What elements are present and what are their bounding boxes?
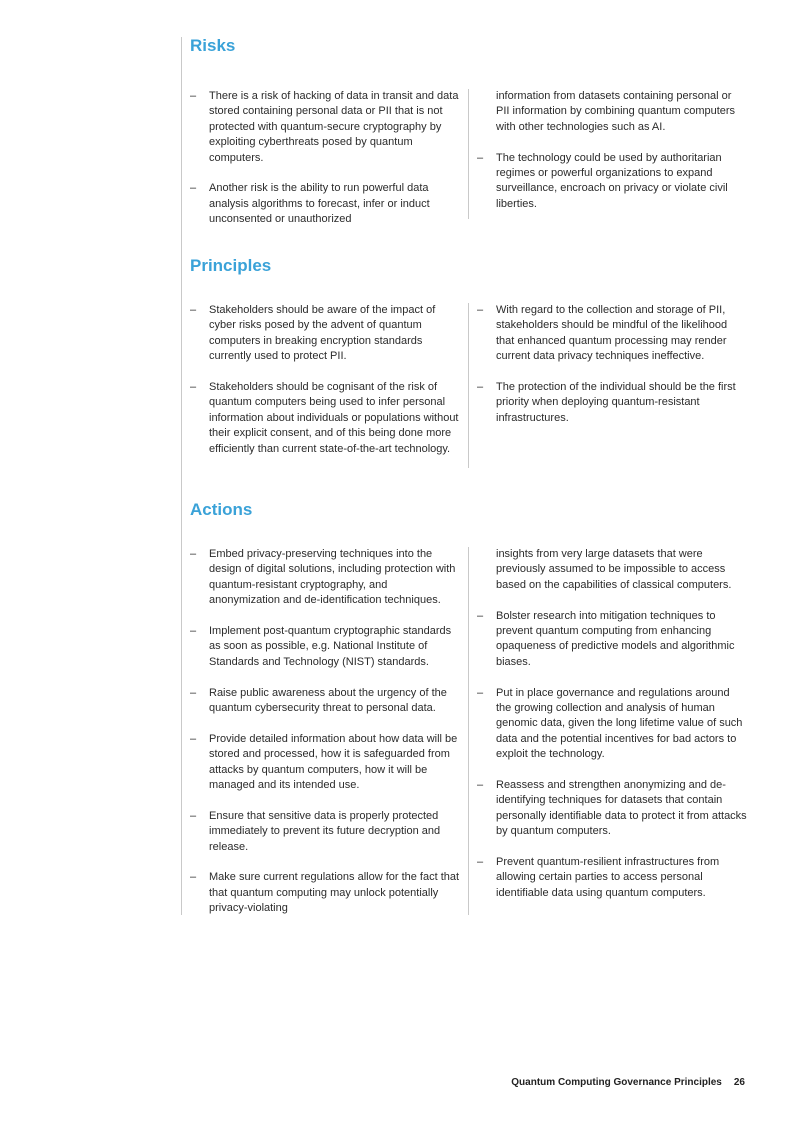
principles-section [190,256,750,455]
risks-left-column [190,89,460,243]
list-item: – Provide detailed information about how data will be stored and processed, how it is safeguarded from attacks by quantum computers, how it will be managed and its intended use. [190,732,458,792]
list-item: – Raise public awareness about the urgency of the quantum cybersecurity threat to personal data. [190,686,447,715]
list-item: – Ensure that sensitive data is properly protected immediately to prevent its future decryption and release. [190,809,441,853]
risks-section [190,36,750,226]
list-item-continuation: insights from very large datasets that were previously assumed to be impossible to access based on the capabilities of classical computers. [496,548,732,591]
risks-right-column [477,89,747,228]
page-footer [511,1077,745,1088]
principles-heading: Principles [190,256,272,275]
list-item: – With regard to the collection and storage of PII, stakeholders should be mindful of the likelihood that enhanced quantum processing may render current data privacy techniques ineffective. [477,304,728,363]
list-item: – The technology could be used by authoritarian regimes or powerful organizations to expand surveillance, encroach on privacy or violate civil liberties. [477,151,728,210]
column-divider [468,303,469,468]
list-item: – Embed privacy-preserving techniques into the design of digital solutions, including protection with quantum-resistant cryptography, and anonymization and de-identification techniques. [190,548,456,607]
list-item: – Another risk is the ability to run powerful data analysis algorithms to forecast, infer or induct unconsented or unauthorized [190,182,430,226]
risks-heading: Risks [190,36,236,55]
list-item: – Implement post-quantum cryptographic standards as soon as possible, e.g. National Institute of Standards and Technology (NIST) standards. [190,625,452,668]
list-item: – Reassess and strengthen anonymizing and de-identifying techniques for datasets that contain personally identifiable data to protect it from attacks by quantum computers. [477,779,747,838]
column-divider [468,89,469,219]
footer-title: Quantum Computing Governance Principles [511,1077,722,1088]
list-item-continuation: information from datasets containing personal or PII information by combining quantum computers with other technologies such as AI. [496,90,736,133]
actions-right-column [477,547,747,917]
list-item: – Bolster research into mitigation techniques to prevent quantum computing from enhancing opaqueness of predictive models and algorithmic biases. [477,609,735,668]
left-margin-rule [181,37,182,915]
actions-heading: Actions [190,500,253,519]
page-number: 26 [733,1077,745,1088]
principles-right-column [477,303,747,442]
list-item: – The protection of the individual should be the first priority when deploying quantum-resistant infrastructures. [477,381,736,424]
column-divider [468,547,469,915]
principles-left-column [190,303,460,472]
list-item: – Put in place governance and regulations around the growing collection and analysis of human genomic data, given the long lifetime value of such data and the potential incentives for bad actors to exploit the technology. [477,686,743,761]
list-item: – Make sure current regulations allow for the fact that that quantum computing may unlock potentially privacy-violating [190,871,460,915]
list-item: – There is a risk of hacking of data in transit and data stored containing personal data or PII that is not protected with quantum-secure cryptography by exploiting cyberthreats posed by quantum computers. [190,90,459,164]
list-item: – Stakeholders should be aware of the impact of cyber risks posed by the advent of quantum computers in breaking encryption standards currently used to protect PII. [190,304,436,363]
actions-section [190,500,750,915]
list-item: – Prevent quantum-resilient infrastructures from allowing certain parties to access personal identifiable data using quantum computers. [477,856,720,899]
actions-left-column [190,547,460,932]
list-item: – Stakeholders should be cognisant of the risk of quantum computers being used to infer personal information about individuals or populations without their explicit consent, and of this being done more efficiently than current state-of-the-art technology. [190,381,459,455]
